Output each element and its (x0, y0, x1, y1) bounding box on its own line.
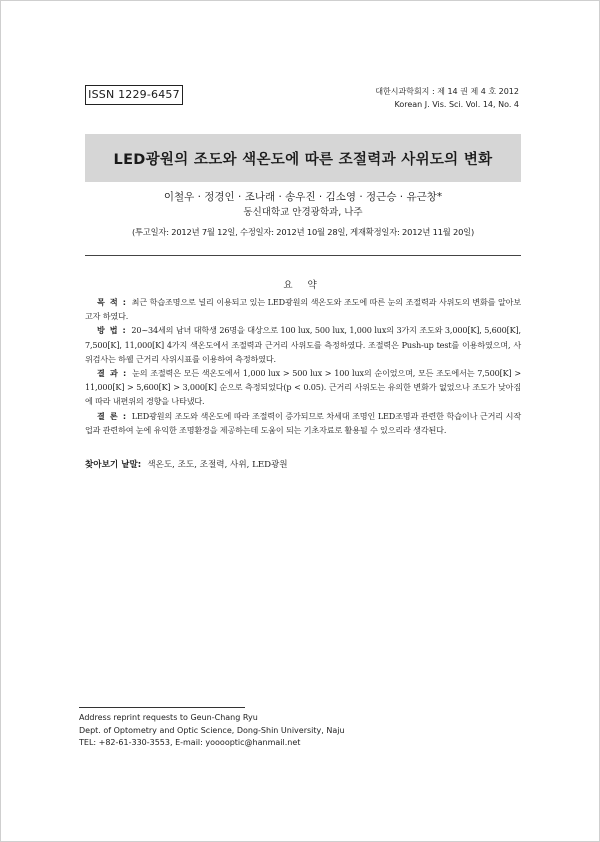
conclusion-text: LED광원의 조도와 색온도에 따라 조절력이 증가되므로 차세대 조명인 LED조명과 관련한 학습이나 근거리 시작업과 관련하여 눈에 유익한 조명환경을 제공하는데 도움이 되는 기초자료로 활용될 수 있으리라 생각된다. (85, 410, 521, 435)
affiliation: 동신대학교 안경광학과, 나주 (243, 207, 363, 218)
footnote-department: Dept. of Optometry and Optic Science, Dong-Shin University, Naju (79, 725, 345, 735)
methods-label: 방 법 : (97, 325, 127, 336)
footnote-contact: TEL: +82-61-330-3553, E-mail: yooooptic@hanmail.net (79, 738, 301, 747)
results-label: 결 과 : (97, 368, 128, 379)
journal-citation (375, 85, 519, 111)
author-list: 이철우 · 정경인 · 조나래 · 송우진 · 김소영 · 정근승 · 유근창* (163, 191, 443, 203)
footnote-rule (79, 707, 245, 708)
abstract-methods (85, 323, 521, 366)
header-divider (85, 255, 521, 256)
issn-box: ISSN 1229-6457 (85, 85, 183, 105)
abstract-purpose (85, 295, 521, 323)
keywords-label: 찾아보기 낱말: (85, 460, 142, 470)
results-text: 눈의 조절력은 모든 색온도에서 1,000 lux > 500 lux > 100 lux의 순이었으며, 모든 조도에서는 7,500[K] > 11,000[K] > 5,600[K] > 3,000[K] 순으로 측정되었다(p < 0.05). 근거리 사위도는 유의한 변화가 없었으나 조도가 낮아짐에 따라 내편위의 경향을 나타냈다. (85, 368, 521, 407)
correspondence-footnote (79, 712, 345, 750)
journal-citation-korean: 대한시과학회지 : 제 14 권 제 4 호 2012 (375, 87, 519, 96)
abstract-heading: 요 약 (283, 280, 323, 291)
methods-text: 20~34세의 남녀 대학생 26명을 대상으로 100 lux, 500 lux, 1,000 lux의 3가지 조도와 3,000[K], 5,600[K], 7,500[K], 11,000[K] 4가지 색온도에서 조절력과 근거리 사위도를 측정하였다. 조절력은 Push-up test를 이용하였으며, 사위검사는 하웰 근거리 사위시표를 이용하여 측정하였다. (85, 325, 521, 364)
purpose-text: 최근 학습조명으로 널리 이용되고 있는 LED광원의 색온도와 조도에 따른 눈의 조절력과 사위도의 변화를 알아보고자 하였다. (85, 297, 521, 322)
abstract-body (85, 295, 521, 437)
journal-citation-english: Korean J. Vis. Sci. Vol. 14, No. 4 (394, 100, 519, 109)
footnote-reprint: Address reprint requests to Geun-Chang Ryu (79, 713, 258, 722)
abstract-conclusion (85, 409, 521, 437)
paper-title: LED광원의 조도와 색온도에 따른 조절력과 사위도의 변화 (113, 151, 493, 168)
abstract-results (85, 366, 521, 409)
purpose-label: 목 적 : (97, 297, 127, 307)
keywords-value: 색온도, 조도, 조절력, 사위, LED광원 (147, 460, 288, 470)
conclusion-label: 결 론 : (97, 410, 128, 421)
keywords (85, 459, 521, 471)
submission-dates: (투고일자: 2012년 7월 12일, 수정일자: 2012년 10월 28일, 게재확정일자: 2012년 11월 20일) (131, 227, 475, 237)
title-band (85, 134, 521, 182)
